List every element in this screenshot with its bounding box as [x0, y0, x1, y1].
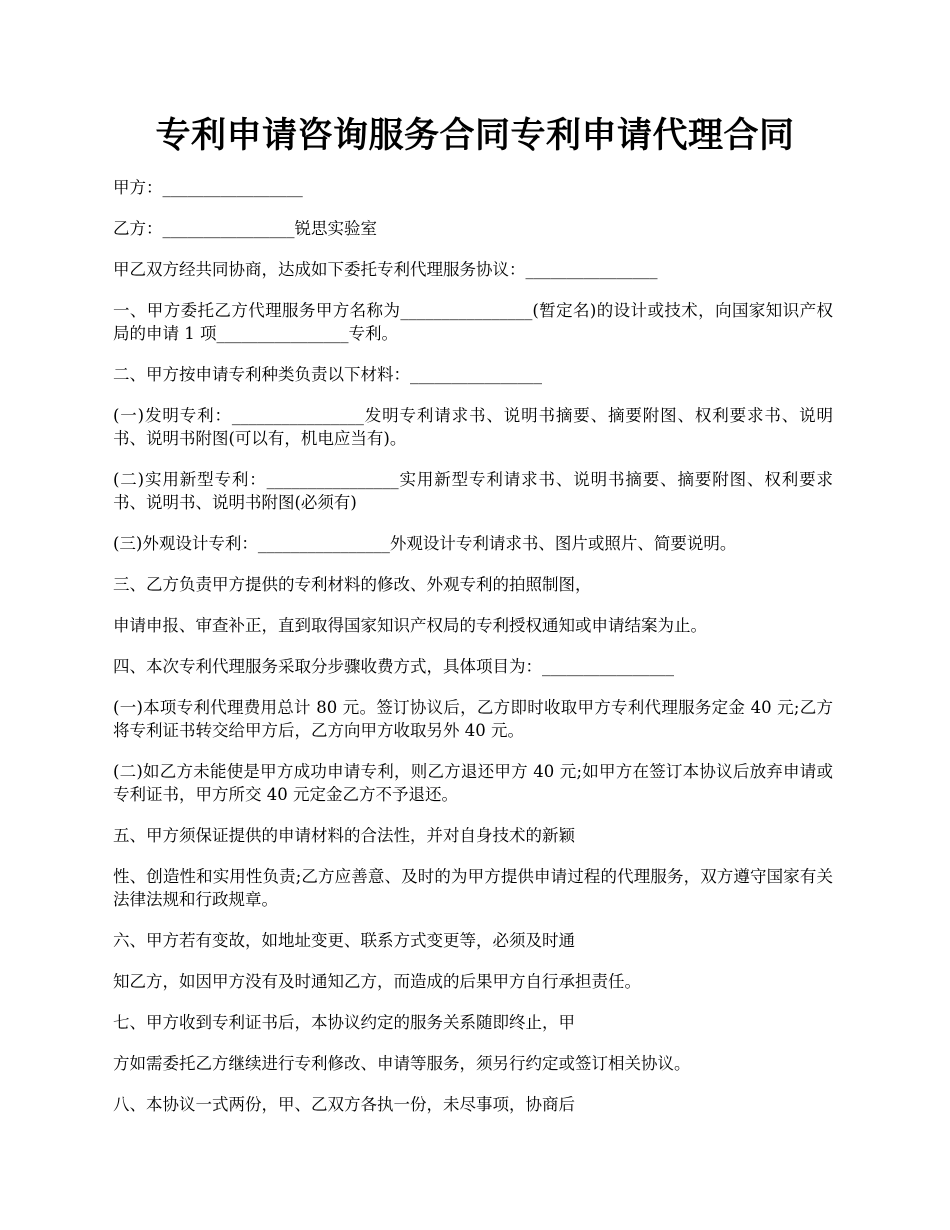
clause-3-continued: 申请申报、审查补正，直到取得国家知识产权局的专利授权通知或申请结案为止。	[113, 616, 707, 635]
party-a-line: 甲方：_________________	[113, 178, 303, 197]
clause-5-continued: 性、创造性和实用性负责;乙方应善意、及时的为甲方提供申请过程的代理服务，双方遵守国家有关法律法规和行政规章。	[113, 867, 833, 909]
clause-8: 八、本协议一式两份，甲、乙双方各执一份，未尽事项，协商后	[113, 1095, 575, 1114]
clause-1: 一、甲方委托乙方代理服务甲方名称为________________(暂定名)的设计或技术，向国家知识产权局的申请 1 项________________专利。	[113, 301, 833, 343]
clause-2-item-3: (三)外观设计专利：________________外观设计专利请求书、图片或照片、简要说明。	[113, 534, 737, 553]
clause-7-continued: 方如需委托乙方继续进行专利修改、申请等服务，须另行约定或签订相关协议。	[113, 1054, 691, 1073]
clause-6: 六、甲方若有变故，如地址变更、联系方式变更等，必须及时通	[113, 931, 575, 950]
clause-4: 四、本次专利代理服务采取分步骤收费方式，具体项目为：________________	[113, 657, 674, 676]
clause-4-item-1: (一)本项专利代理费用总计 80 元。签订协议后，乙方即时收取甲方专利代理服务定金 40 元;乙方将专利证书转交给甲方后，乙方向甲方收取另外 40 元。	[113, 698, 833, 740]
clause-2-item-1: (一)发明专利：________________发明专利请求书、说明书摘要、摘要附图、权利要求书、说明书、说明书附图(可以有，机电应当有)。	[113, 406, 833, 448]
clause-3: 三、乙方负责甲方提供的专利材料的修改、外观专利的拍照制图，	[113, 575, 592, 594]
clause-6-continued: 知乙方，如因甲方没有及时通知乙方，而造成的后果甲方自行承担责任。	[113, 972, 641, 991]
clause-4-item-2: (二)如乙方未能使是甲方成功申请专利，则乙方退还甲方 40 元;如甲方在签订本协议后放弃申请或专利证书，甲方所交 40 元定金乙方不予退还。	[113, 762, 833, 804]
clause-2-item-2: (二)实用新型专利：________________实用新型专利请求书、说明书摘要、摘要附图、权利要求书、说明书、说明书附图(必须有)	[113, 470, 833, 512]
document-title: 专利申请咨询服务合同专利申请代理合同	[155, 115, 795, 156]
clause-5: 五、甲方须保证提供的申请材料的合法性，并对自身技术的新颖	[113, 826, 575, 845]
clause-2: 二、甲方按申请专利种类负责以下材料：________________	[113, 365, 542, 384]
clause-7: 七、甲方收到专利证书后，本协议约定的服务关系随即终止，甲	[113, 1013, 575, 1032]
document-body	[113, 176, 833, 1134]
party-b-line: 乙方：________________锐思实验室	[113, 219, 377, 238]
agreement-intro: 甲乙双方经共同协商，达成如下委托专利代理服务协议：________________	[113, 260, 658, 279]
